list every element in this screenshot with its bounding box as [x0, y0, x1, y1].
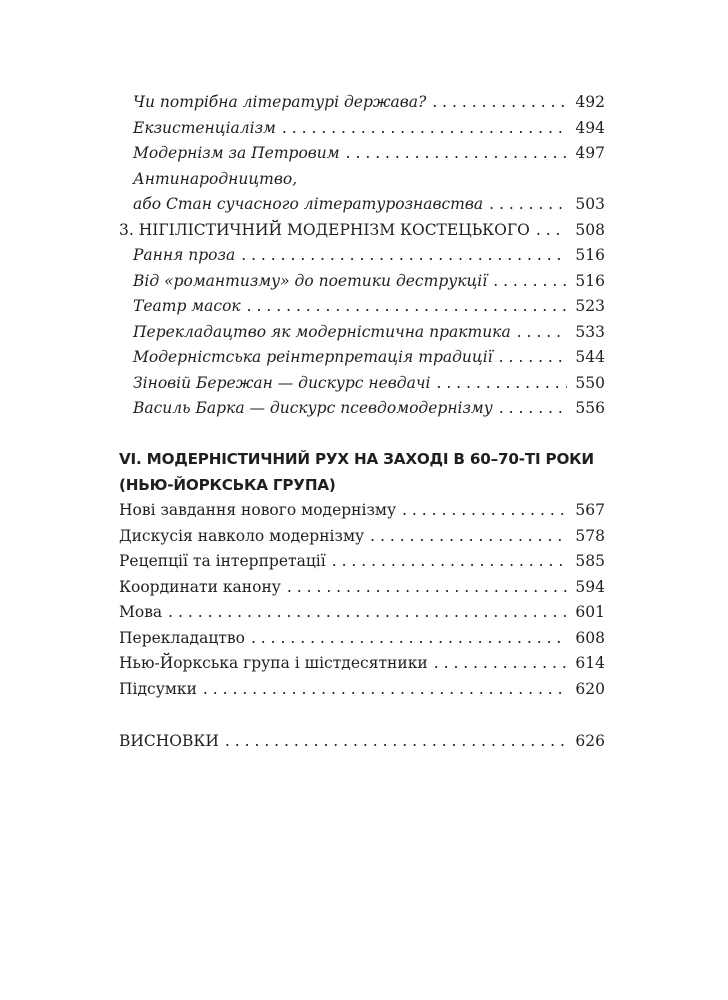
toc-entry: [119, 500, 605, 520]
toc-entry-title: Екзистенціалізм: [133, 119, 276, 137]
toc-entry-page: 544: [575, 348, 605, 366]
toc-entry-title: Дискусія навколо модернізму: [119, 527, 365, 545]
dot-leader: [287, 577, 568, 597]
dot-leader: [203, 679, 568, 699]
dot-leader: [332, 551, 568, 571]
toc-entry: [119, 628, 605, 648]
toc-entry-page: 556: [575, 399, 605, 417]
dot-leader: [346, 143, 568, 163]
toc-entry: [133, 143, 605, 163]
toc-entry-page: 626: [575, 732, 605, 750]
toc-entry: [133, 245, 605, 265]
toc-entry-title: Нові завдання нового модернізму: [119, 501, 397, 519]
dot-leader: [434, 653, 568, 673]
toc-entry-title: Модернізм за Петровим: [133, 144, 340, 162]
toc-entry-page: 601: [575, 603, 605, 621]
dot-leader: [251, 628, 567, 648]
toc-entry: [133, 194, 605, 214]
dot-leader: [499, 398, 568, 418]
dot-leader: [168, 602, 567, 622]
toc-entry-page: 620: [575, 680, 605, 698]
toc-entry-page: 516: [575, 246, 605, 264]
dot-leader: [499, 347, 568, 367]
toc-entry: [133, 118, 605, 138]
toc-entry-page: 585: [575, 552, 605, 570]
dot-leader: [370, 526, 567, 546]
toc-entry: [133, 296, 605, 316]
toc-entry-page: 523: [575, 297, 605, 315]
dot-leader: [517, 322, 568, 342]
toc-entry-title: Зіновій Бережан — дискурс невдачі: [133, 374, 431, 392]
toc-entry-title: Перекладацтво: [119, 629, 245, 647]
toc-entry-title: Антинародництво,: [133, 170, 298, 188]
dot-leader: [402, 500, 567, 520]
toc-entry: [133, 92, 605, 112]
toc-conclusions: [119, 731, 605, 751]
toc-entry-title: або Стан сучасного літературознавства: [133, 195, 484, 213]
toc-entry: [133, 322, 605, 342]
toc-entry-title: Від «романтизму» до поетики деструкції: [133, 272, 488, 290]
toc-chapter: [119, 220, 605, 240]
toc-entry-page: 516: [575, 272, 605, 290]
toc-entry: [133, 347, 605, 367]
dot-leader: [493, 271, 567, 291]
toc-entry-title: ВИСНОВКИ: [119, 732, 219, 750]
toc-entry-title: Чи потрібна літературі держава?: [133, 93, 427, 111]
toc-entry: [133, 271, 605, 291]
toc-entry: [119, 679, 605, 699]
toc-entry: [133, 398, 605, 418]
toc-entry-title: Мова: [119, 603, 163, 621]
toc-entry-page: 492: [575, 93, 605, 111]
toc-entry-title: Підсумки: [119, 680, 197, 698]
toc-entry-title: Рання проза: [133, 246, 236, 264]
toc-part-subtitle: (НЬЮ-ЙОРКСЬКА ГРУПА): [119, 476, 336, 494]
toc-entry-page: 550: [575, 374, 605, 392]
toc-entry-title: Нью-Йоркська група і шістдесятники: [119, 654, 428, 672]
toc-part-title: VI. МОДЕРНІСТИЧНИЙ РУХ НА ЗАХОДІ В 60–70-ТІ РОКИ: [119, 450, 594, 468]
toc-entry: [119, 551, 605, 571]
dot-leader: [282, 118, 567, 138]
toc-entry: [119, 602, 605, 622]
toc-entry-line: [133, 169, 605, 189]
toc-entry: [119, 577, 605, 597]
toc-entry-page: 567: [575, 501, 605, 519]
toc-entry: [133, 373, 605, 393]
toc-entry-title: Театр масок: [133, 297, 241, 315]
toc-chapter-page: 508: [575, 221, 605, 239]
toc-entry-title: Василь Барка — дискурс псевдомодернізму: [133, 399, 493, 417]
toc-entry-page: 594: [575, 578, 605, 596]
toc-entry-title: Координати канону: [119, 578, 281, 596]
toc-entry-page: 503: [575, 195, 605, 213]
toc-entry-page: 497: [575, 144, 605, 162]
toc-chapter-title: 3. НІГІЛІСТИЧНИЙ МОДЕРНІЗМ КОСТЕЦЬКОГО: [119, 221, 530, 239]
dot-leader: [436, 373, 567, 393]
dot-leader: [241, 245, 567, 265]
dot-leader: [225, 731, 568, 751]
toc-entry-page: 494: [575, 119, 605, 137]
dot-leader: [432, 92, 567, 112]
toc-entry-page: 533: [575, 323, 605, 341]
toc-entry-title: Перекладацтво як модерністична практика: [133, 323, 511, 341]
toc-entry-page: 578: [575, 527, 605, 545]
toc-entry: [119, 653, 605, 673]
toc-entry-title: Модерністська реінтерпретація традиції: [133, 348, 493, 366]
toc-entry-page: 608: [575, 629, 605, 647]
toc-entry-title: Рецепції та інтерпретації: [119, 552, 326, 570]
toc-entry: [119, 526, 605, 546]
dot-leader: [489, 194, 567, 214]
toc-entry-page: 614: [575, 654, 605, 672]
dot-leader: [247, 296, 568, 316]
dot-leader: [536, 220, 568, 240]
